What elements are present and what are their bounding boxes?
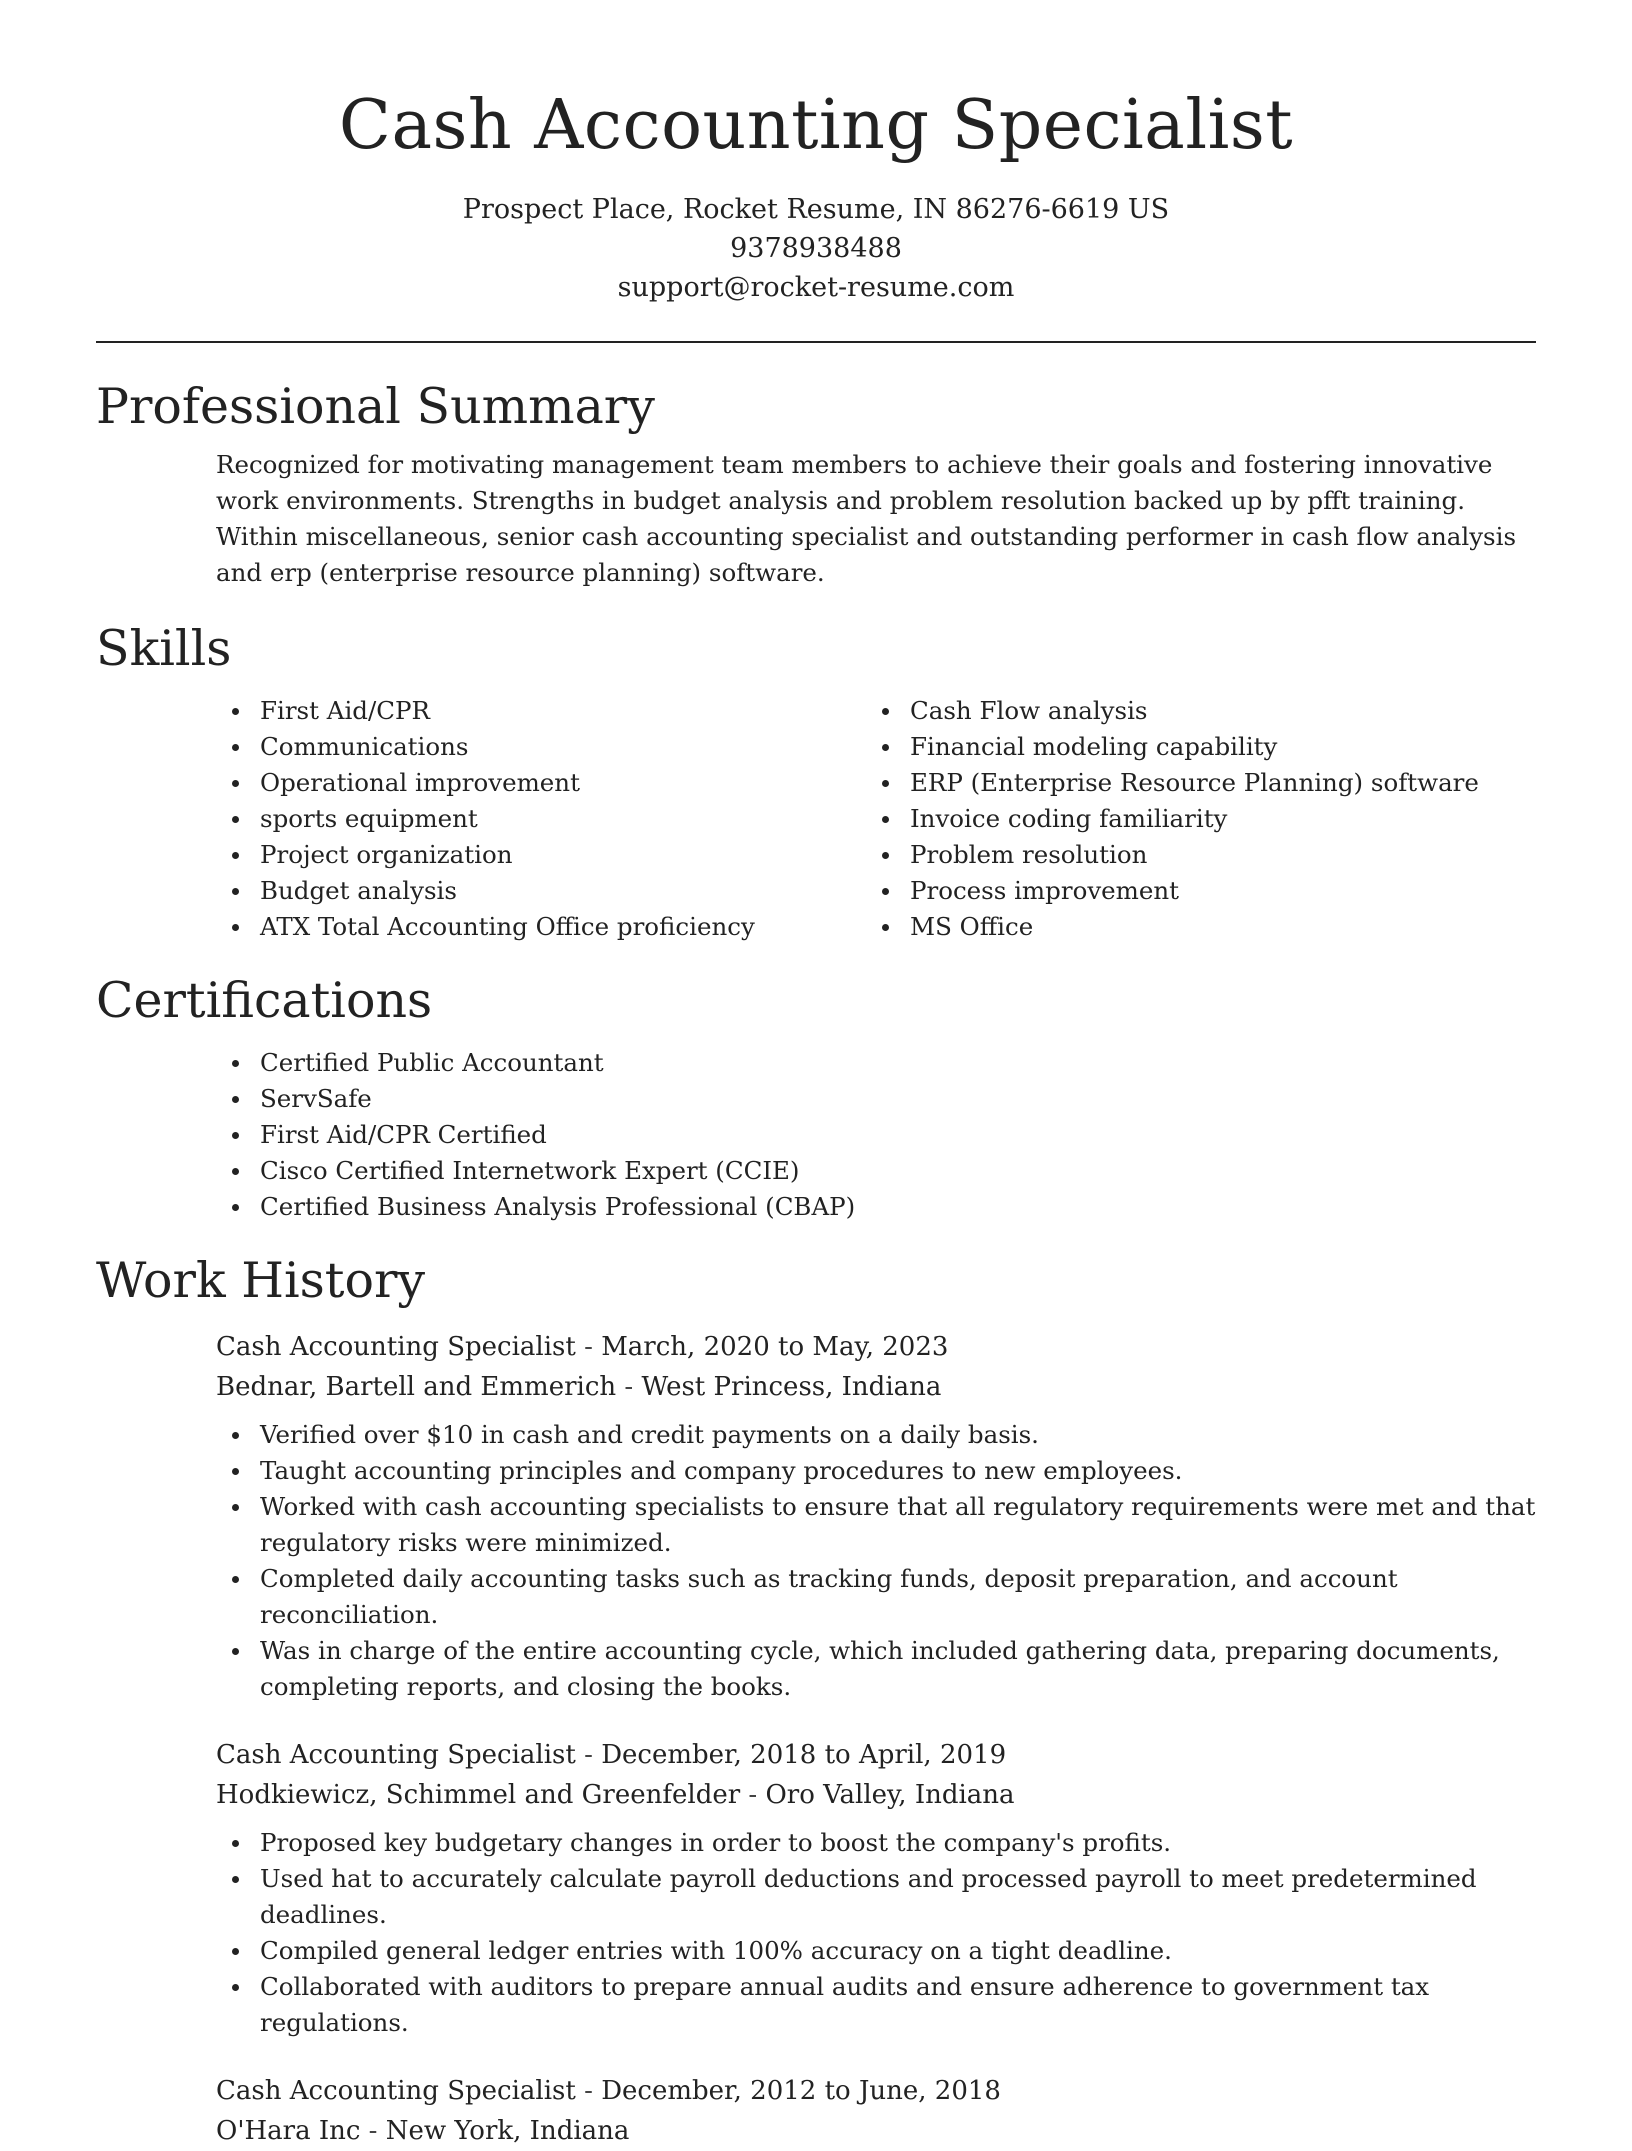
certification-item: Certified Public Accountant (216, 1045, 1536, 1081)
job-bullet: Collaborated with auditors to prepare annual audits and ensure adherence to government tax regulations. (216, 1969, 1536, 2041)
job-bullet: Compiled general ledger entries with 100% accuracy on a tight deadline. (216, 1933, 1536, 1969)
job-location: New York, Indiana (385, 2116, 630, 2146)
job-bullet: Used hat to accurately calculate payroll deductions and processed payroll to meet predetermined deadlines. (216, 1861, 1536, 1933)
job-title: Cash Accounting Specialist (216, 1740, 576, 1770)
phone: 9378938488 (730, 233, 902, 264)
job-entry (96, 2071, 1536, 2151)
skill-item: Operational improvement (216, 765, 866, 801)
contact-block (96, 190, 1536, 307)
job-company: Hodkiewicz, Schimmel and Greenfelder (216, 1780, 741, 1810)
skill-item: Communications (216, 729, 866, 765)
skill-item: Problem resolution (866, 837, 1516, 873)
job-title: Cash Accounting Specialist (216, 1332, 576, 1362)
job-bullet: Taught accounting principles and company procedures to new employees. (216, 1453, 1536, 1489)
job-bullet: Completed daily accounting tasks such as tracking funds, deposit preparation, and account reconciliation. (216, 1561, 1536, 1633)
job-dates: December, 2012 to June, 2018 (601, 2076, 1001, 2106)
certification-item: Cisco Certified Internetwork Expert (CCIE) (216, 1153, 1536, 1189)
skill-item: Process improvement (866, 873, 1516, 909)
skills-list (216, 693, 1536, 945)
job-company: Bednar, Bartell and Emmerich (216, 1372, 617, 1402)
certification-item: Certified Business Analysis Professional (CBAP) (216, 1189, 1536, 1225)
certification-item: First Aid/CPR Certified (216, 1117, 1536, 1153)
job-bullet: Proposed key budgetary changes in order to boost the company's profits. (216, 1825, 1536, 1861)
skill-item: sports equipment (216, 801, 866, 837)
summary-heading: Professional Summary (96, 378, 655, 435)
job-title-line (216, 1327, 1536, 1367)
job-dates: March, 2020 to May, 2023 (601, 1332, 949, 1362)
skill-item: Cash Flow analysis (866, 693, 1516, 729)
skill-item: Invoice coding familiarity (866, 801, 1516, 837)
skills-column-right (866, 693, 1516, 945)
job-entry (96, 1327, 1536, 1705)
skill-item: Budget analysis (216, 873, 866, 909)
skill-item: MS Office (866, 909, 1516, 945)
skill-item: First Aid/CPR (216, 693, 866, 729)
skill-item: ATX Total Accounting Office proficiency (216, 909, 866, 945)
work-history-heading: Work History (96, 1252, 426, 1309)
job-title-line (216, 2071, 1536, 2111)
job-company-line (216, 1367, 1536, 1407)
separator: - (360, 2116, 386, 2146)
separator: - (616, 1372, 642, 1402)
header-divider (96, 341, 1536, 343)
separator: - (575, 2076, 602, 2106)
job-location: West Princess, Indiana (641, 1372, 942, 1402)
certifications-heading: Certifications (96, 972, 433, 1029)
job-title-line (216, 1735, 1536, 1775)
skills-column-left (216, 693, 866, 945)
certification-item: ServSafe (216, 1081, 1536, 1117)
job-bullet: Was in charge of the entire accounting cycle, which included gathering data, preparing documents, completing reports, and closing the books. (216, 1633, 1536, 1705)
resume-page (96, 0, 1536, 2151)
email: support@rocket-resume.com (617, 272, 1015, 303)
skill-item: Project organization (216, 837, 866, 873)
job-bullets (216, 1825, 1536, 2041)
job-company: O'Hara Inc (216, 2116, 361, 2146)
candidate-name: Cash Accounting Specialist (338, 86, 1294, 165)
job-bullet: Verified over $10 in cash and credit payments on a daily basis. (216, 1417, 1536, 1453)
job-bullets (216, 1417, 1536, 1705)
job-bullet: Worked with cash accounting specialists to ensure that all regulatory requirements were met and that regulatory risks were minimized. (216, 1489, 1536, 1561)
skill-item: ERP (Enterprise Resource Planning) software (866, 765, 1516, 801)
job-title: Cash Accounting Specialist (216, 2076, 576, 2106)
job-entry (96, 1735, 1536, 2041)
job-location: Oro Valley, Indiana (765, 1780, 1015, 1810)
separator: - (575, 1740, 602, 1770)
skill-item: Financial modeling capability (866, 729, 1516, 765)
job-company-line (216, 1775, 1536, 1815)
separator: - (575, 1332, 602, 1362)
summary-text: Recognized for motivating management team members to achieve their goals and fostering innovative work environments. Strengths in budget analysis and problem resolution backed up by pfft training. Within miscellaneous, senior cash accounting specialist and outstanding performer in cash flow analysis and erp (enterprise resource planning) software. (216, 450, 1517, 587)
separator: - (740, 1780, 766, 1810)
address: Prospect Place, Rocket Resume, IN 86276-6619 US (462, 194, 1170, 225)
job-dates: December, 2018 to April, 2019 (601, 1740, 1007, 1770)
certifications-list (216, 1045, 1536, 1225)
job-company-line (216, 2111, 1536, 2151)
skills-heading: Skills (96, 620, 232, 677)
